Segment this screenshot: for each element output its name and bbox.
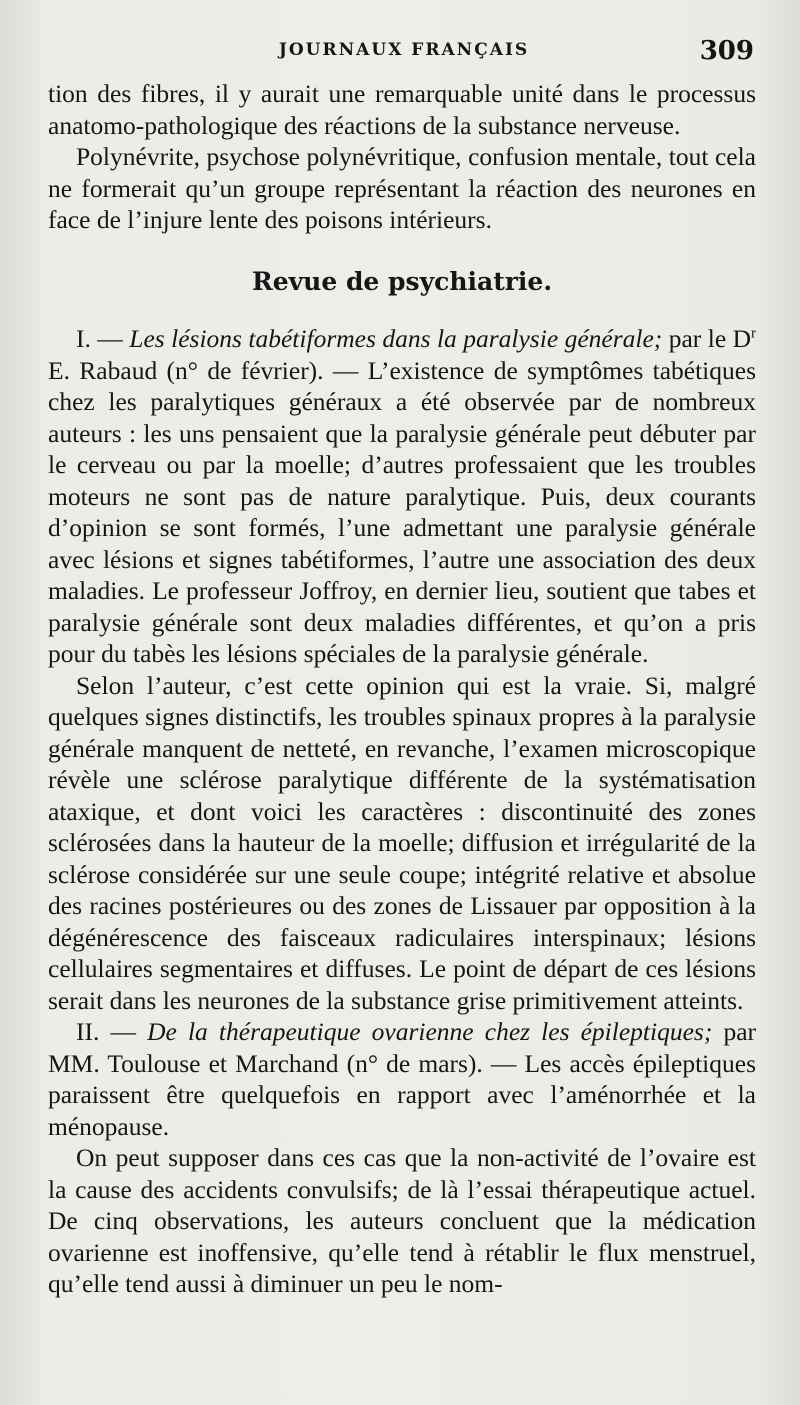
page-header (48, 36, 760, 66)
article-1-title: Les lésions tabétiformes dans la paralysie générale; (129, 324, 663, 353)
article-1-author-post: E. Rabaud (n° de février). — (48, 355, 359, 385)
section-title: Revue de psychiatrie. (251, 266, 553, 296)
article-1-author-pre: par le D (668, 324, 751, 353)
page-number: 309 (699, 36, 754, 66)
article-2-number: II. — (76, 1017, 136, 1046)
page-body (48, 78, 756, 1300)
article-2-paragraph-2: On peut supposer dans ces cas que la non-activité de l’ovaire est la cause des accidents convulsifs; de là l’essai thérapeutique actuel. De cinq observations, les auteurs concluent que la médication ovarienne est inoffensive, qu’elle tend à rétablir le flux menstruel, qu’elle tend aussi à diminuer un peu le nom- (48, 1143, 756, 1298)
article-1-paragraph-2: Selon l’auteur, c’est cette opinion qui est la vraie. Si, malgré quelques signes distinctifs, les troubles spinaux propres à la paralysie générale manquent de netteté, en revanche, l’examen microscopique révèle une sclérose paralytique différente de la systématisation ataxique, et dont voici les caractères : discontinuité des zones sclérosées dans la hauteur de la moelle; diffusion et irrégularité de la sclérose considérée sur une seule coupe; intégrité relative et absolue des racines postérieures ou des zones de Lissauer par opposition à la dégénérescence des faisceaux radiculaires interspinaux; lésions cellulaires segmentaires et diffuses. Le point de départ de ces lésions serait dans les neurones de la substance grise primitivement atteints. (48, 670, 756, 1015)
article-1-author-sup: r (751, 325, 756, 342)
article-1-intro (48, 323, 756, 670)
running-title: JOURNAUX FRANÇAIS (278, 40, 530, 60)
article-2-intro (48, 1016, 756, 1142)
article-2-title: De la thérapeutique ovarienne chez les épileptiques; (147, 1017, 713, 1046)
article-2-author: par MM. Toulouse et Marchand (n° de mars). — (48, 1017, 757, 1078)
paragraph-polynevrite: Polynévrite, psychose polynévritique, confusion mentale, tout cela ne formerait qu’un groupe représentant la réaction des neurones en face de l’injure lente des poisons intérieurs. (48, 142, 756, 234)
article-2-text: Les accès épileptiques paraissent être quelquefois en rapport avec l’aménorrhée et la ménopause. (48, 1048, 756, 1141)
paragraph-continuation: tion des fibres, il y aurait une remarquable unité dans le processus anatomo-pathologique des réactions de la substance nerveuse. (48, 79, 756, 140)
article-1-text: L’existence de symptômes tabétiques chez les paralytiques généraux a été observée par de nombreux auteurs : les uns pensaient que la paralysie générale peut débuter par le cerveau ou par la moelle; d’autres professaient que les troubles moteurs ne sont pas de nature paralytique. Puis, deux courants d’opinion se sont formés, l’une admettant une paralysie générale avec lésions et signes tabétiformes, l’autre une association des deux maladies. Le professeur Joffroy, en dernier lieu, soutient que tabes et paralysie générale sont deux maladies différentes, et qu’on a pris pour du tabès les lésions spéciales de la paralysie générale. (48, 355, 757, 668)
article-1-number: I. — (76, 324, 123, 353)
